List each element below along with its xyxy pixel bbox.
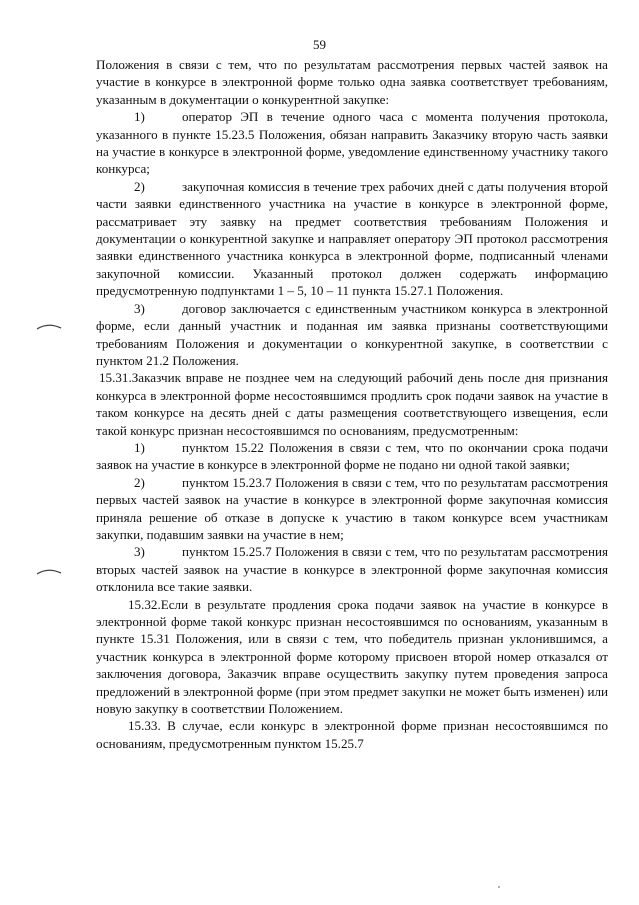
- list-item-number: 3): [134, 300, 145, 316]
- list-item: [96, 300, 608, 370]
- list-item-text: пунктом 15.23.7 Положения в связи с тем, что по результатам рассмотрения первых частей заявок на участие в конкурсе в электронной форме закупочная комиссия приняла решение об отказе в допуске к участию в таком конкурсе всем участникам закупки, подавшим заявки на участие в нем;: [96, 474, 608, 542]
- list-item-text: пунктом 15.22 Положения в связи с тем, что по окончании срока подачи заявок на участие в конкурсе в электронной форме не подано ни одной такой заявки;: [96, 439, 608, 473]
- list-item: [96, 543, 608, 595]
- list-item: [96, 439, 608, 474]
- list-item-text: оператор ЭП в течение одного часа с момента получения протокола, указанного в пункте 15.23.5 Положения, обязан направить Заказчику вторую часть заявки на участие в конкурсе в электронной форме, уведомление единственному участнику такого конкурса;: [96, 109, 608, 177]
- list-item-number: 1): [134, 439, 145, 455]
- clause-15-31: 15.31.Заказчик вправе не позднее чем на следующий рабочий день после дня признания конкурса в электронной форме несостоявшимся продлить срок подачи заявок на участие в таком конкурсе на десять дней с даты размещения соответствующего извещения, если такой конкурс признан несостоявшимся по основаниям, предусмотренным:: [96, 370, 608, 438]
- paragraph-intro: Положения в связи с тем, что по результатам рассмотрения первых частей заявок на участие в конкурсе в электронной форме только одна заявка соответствует требованиям, указанным в документации о конкурентной закупке:: [96, 57, 608, 107]
- scan-speck: [498, 886, 500, 888]
- list-item-number: 1): [134, 109, 145, 125]
- list-item-text: пунктом 15.25.7 Положения в связи с тем, что по результатам рассмотрения вторых частей заявок на участие в конкурсе в электронной форме закупочная комиссия отклонила все такие заявки.: [96, 544, 608, 595]
- list-item-text: закупочная комиссия в течение трех рабочих дней с даты получения второй части заявки единственного участника на участие в конкурсе в электронной форме, рассматривает эту заявку на предмет соответствия требованиям Положения и документации о конкурентной закупке и направляет оператору ЭП протокол рассмотрения заявки единственного участника конкурса в электронной форме, подписанный членами закупочной комиссии. Указанный протокол должен содержать информацию предусмотренную подпунктами 1 – 5, 10 – 11 пункта 15.27.1 Положения.: [96, 178, 608, 299]
- list-item: [96, 474, 608, 544]
- left-margin-mark: [36, 566, 62, 576]
- page-number: 59: [313, 37, 326, 52]
- list-item-number: 3): [134, 544, 145, 560]
- clause-15-33: 15.33. В случае, если конкурс в электронной форме признан несостоявшимся по основаниям, предусмотренным пунктом 15.25.7: [96, 718, 608, 751]
- list-item: [96, 178, 608, 300]
- left-margin-mark: [36, 321, 62, 331]
- list-item-number: 2): [134, 178, 145, 194]
- list-item-number: 2): [134, 474, 145, 490]
- document-body: [96, 56, 608, 752]
- clause-15-32: 15.32.Если в результате продления срока подачи заявок на участие в конкурсе в электронной форме такой конкурс признан несостоявшимся по основаниям, указанным в пункте 15.31 Положения, или в связи с тем, что победитель признан уклонившимся, а участник конкурса в электронной форме которому присвоен второй номер отказался от заключения договора, Заказчик вправе осуществить закупку путем проведения запроса предложений в электронной форме (при этом предмет закупки не может быть изменен) или новую закупку в соответствии Положением.: [96, 596, 608, 717]
- list-item-text: договор заключается с единственным участником конкурса в электронной форме, если данный участник и поданная им заявка признаны соответствующими требованиям Положения и документации о конкурентной закупке, в соответствии с пунктом 21.2 Положения.: [96, 300, 608, 368]
- list-item: [96, 108, 608, 178]
